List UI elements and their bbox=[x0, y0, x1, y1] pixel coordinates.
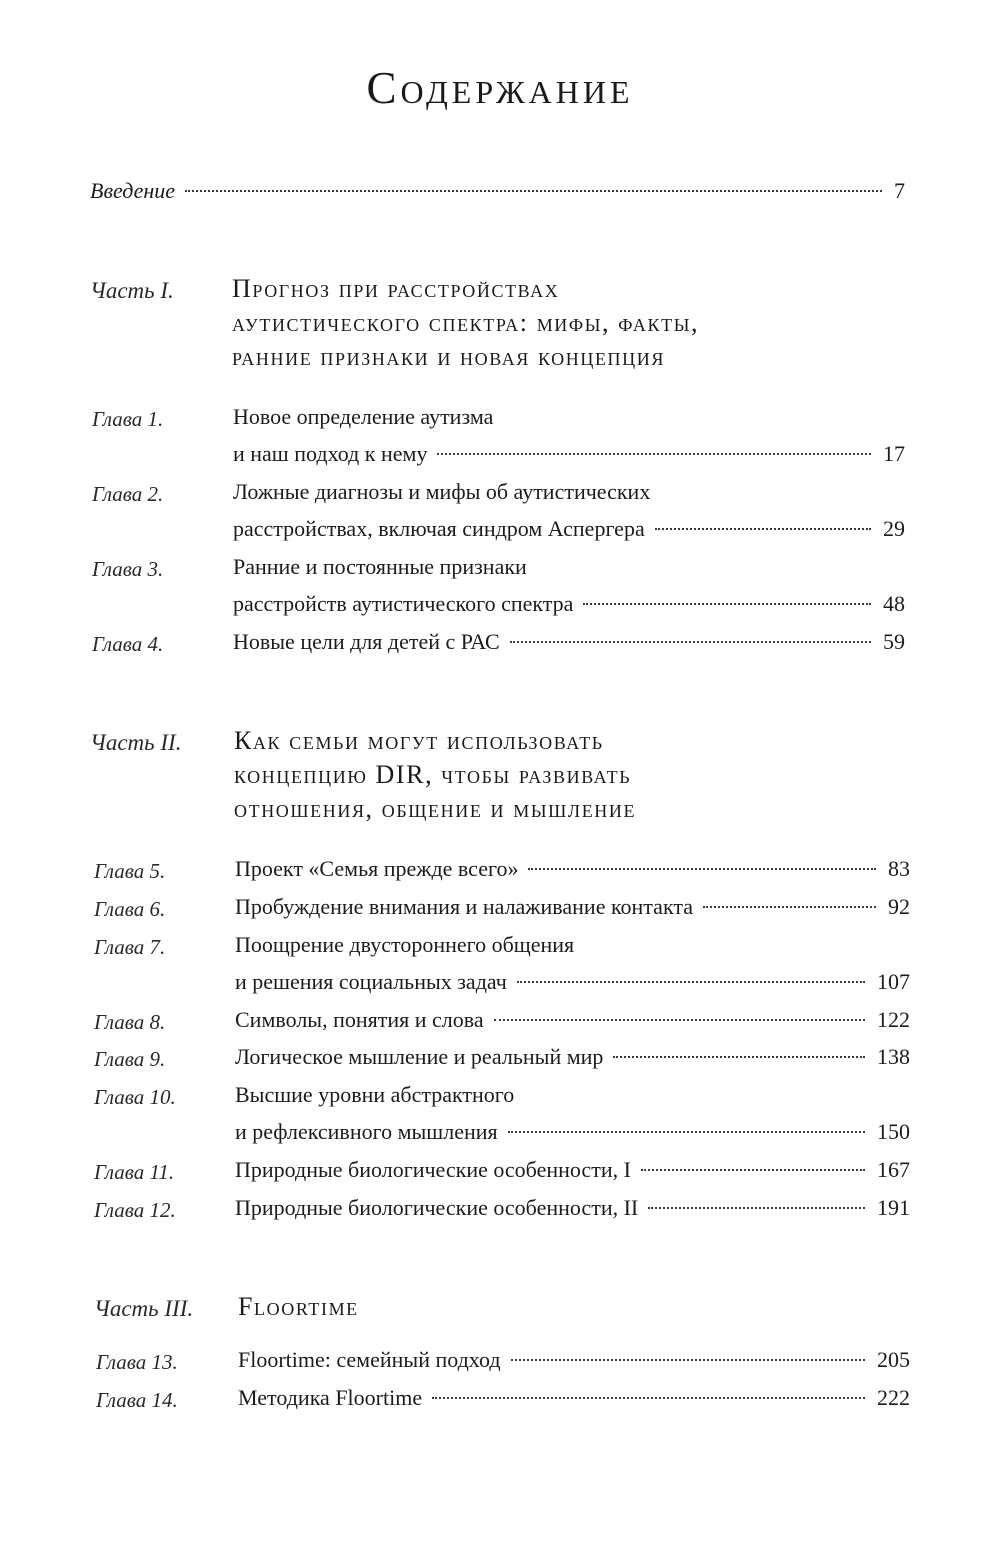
leader-dots bbox=[528, 868, 876, 870]
chapter-title-line: расстройств аутистического спектра bbox=[233, 591, 574, 616]
chapter-title-line: Методика Floortime bbox=[238, 1385, 423, 1410]
chapter-page: 122 bbox=[877, 1007, 910, 1032]
toc-entry-chapter[interactable] bbox=[235, 1042, 910, 1072]
leader-dots bbox=[437, 453, 871, 455]
chapter-title-line: Пробуждение внимания и налаживание контакта bbox=[235, 894, 693, 919]
part-title-line: отношения, общение и мышление bbox=[234, 794, 637, 823]
chapter-title-line: Природные биологические особенности, I bbox=[235, 1157, 631, 1182]
chapter-page: 92 bbox=[888, 894, 910, 919]
intro-page: 7 bbox=[894, 178, 905, 203]
toc-entry-chapter[interactable] bbox=[238, 1383, 910, 1413]
chapter-title-line: расстройствах, включая синдром Аспергера bbox=[233, 516, 645, 541]
chapter-page: 150 bbox=[877, 1119, 910, 1144]
intro-label: Введение bbox=[90, 178, 176, 203]
part-title-line: Floortime bbox=[238, 1292, 359, 1321]
chapter-page: 191 bbox=[877, 1195, 910, 1220]
chapter-page: 167 bbox=[877, 1157, 910, 1182]
chapter-title-line: и рефлексивного мышления bbox=[235, 1119, 498, 1144]
leader-dots bbox=[508, 1131, 865, 1133]
toc-entry-chapter[interactable] bbox=[233, 439, 905, 469]
part-title-line: концепцию DIR, чтобы развивать bbox=[234, 760, 632, 789]
chapter-title-line: Логическое мышление и реальный мир bbox=[235, 1044, 604, 1069]
toc-entry-chapter[interactable] bbox=[235, 892, 910, 922]
leader-dots bbox=[494, 1019, 865, 1021]
toc-entry-chapter[interactable] bbox=[235, 854, 910, 884]
chapter-title-line: и наш подход к нему bbox=[233, 441, 428, 466]
chapter-page: 107 bbox=[877, 969, 910, 994]
leader-dots bbox=[648, 1207, 865, 1209]
toc-entry-chapter[interactable] bbox=[235, 1155, 910, 1185]
chapter-title-line: Новые цели для детей с РАС bbox=[233, 629, 500, 654]
toc-entry-chapter[interactable] bbox=[235, 1117, 910, 1147]
part-title-line: Как семьи могут использовать bbox=[234, 726, 604, 755]
chapter-title-line: Проект «Семья прежде всего» bbox=[235, 856, 519, 881]
chapter-page: 138 bbox=[877, 1044, 910, 1069]
leader-dots bbox=[655, 528, 871, 530]
chapter-page: 29 bbox=[883, 516, 905, 541]
chapter-page: 83 bbox=[888, 856, 910, 881]
leader-dots bbox=[185, 190, 882, 192]
leader-dots bbox=[511, 1359, 865, 1361]
toc-entry-chapter[interactable] bbox=[233, 627, 905, 657]
chapter-page: 222 bbox=[877, 1385, 910, 1410]
leader-dots bbox=[517, 981, 865, 983]
chapter-page: 17 bbox=[883, 441, 905, 466]
leader-dots bbox=[510, 641, 871, 643]
part-title-line: Прогноз при расстройствах bbox=[232, 274, 560, 303]
chapter-page: 59 bbox=[883, 629, 905, 654]
toc-entry-chapter[interactable] bbox=[235, 1193, 910, 1223]
chapter-title-line: Символы, понятия и слова bbox=[235, 1007, 484, 1032]
leader-dots bbox=[432, 1397, 865, 1399]
chapter-title-line: Природные биологические особенности, II bbox=[235, 1195, 639, 1220]
leader-dots bbox=[583, 603, 871, 605]
chapter-title-line: и решения социальных задач bbox=[235, 969, 507, 994]
chapter-title-line: Floortime: семейный подход bbox=[238, 1347, 501, 1372]
chapter-page: 205 bbox=[877, 1347, 910, 1372]
chapter-page: 48 bbox=[883, 591, 905, 616]
leader-dots bbox=[703, 906, 876, 908]
toc-entry-chapter[interactable] bbox=[238, 1345, 910, 1375]
leader-dots bbox=[641, 1169, 865, 1171]
toc-entry-chapter[interactable] bbox=[233, 514, 905, 544]
toc-entry-intro[interactable] bbox=[90, 176, 905, 206]
toc-entry-chapter[interactable] bbox=[233, 589, 905, 619]
part-title-line: аутистического спектра: мифы, факты, bbox=[232, 308, 700, 337]
page-title: Содержание bbox=[366, 63, 634, 113]
leader-dots bbox=[613, 1056, 865, 1058]
part-title-line: ранние признаки и новая концепция bbox=[232, 342, 665, 371]
toc-entry-chapter[interactable] bbox=[235, 967, 910, 997]
toc-entry-chapter[interactable] bbox=[235, 1005, 910, 1035]
